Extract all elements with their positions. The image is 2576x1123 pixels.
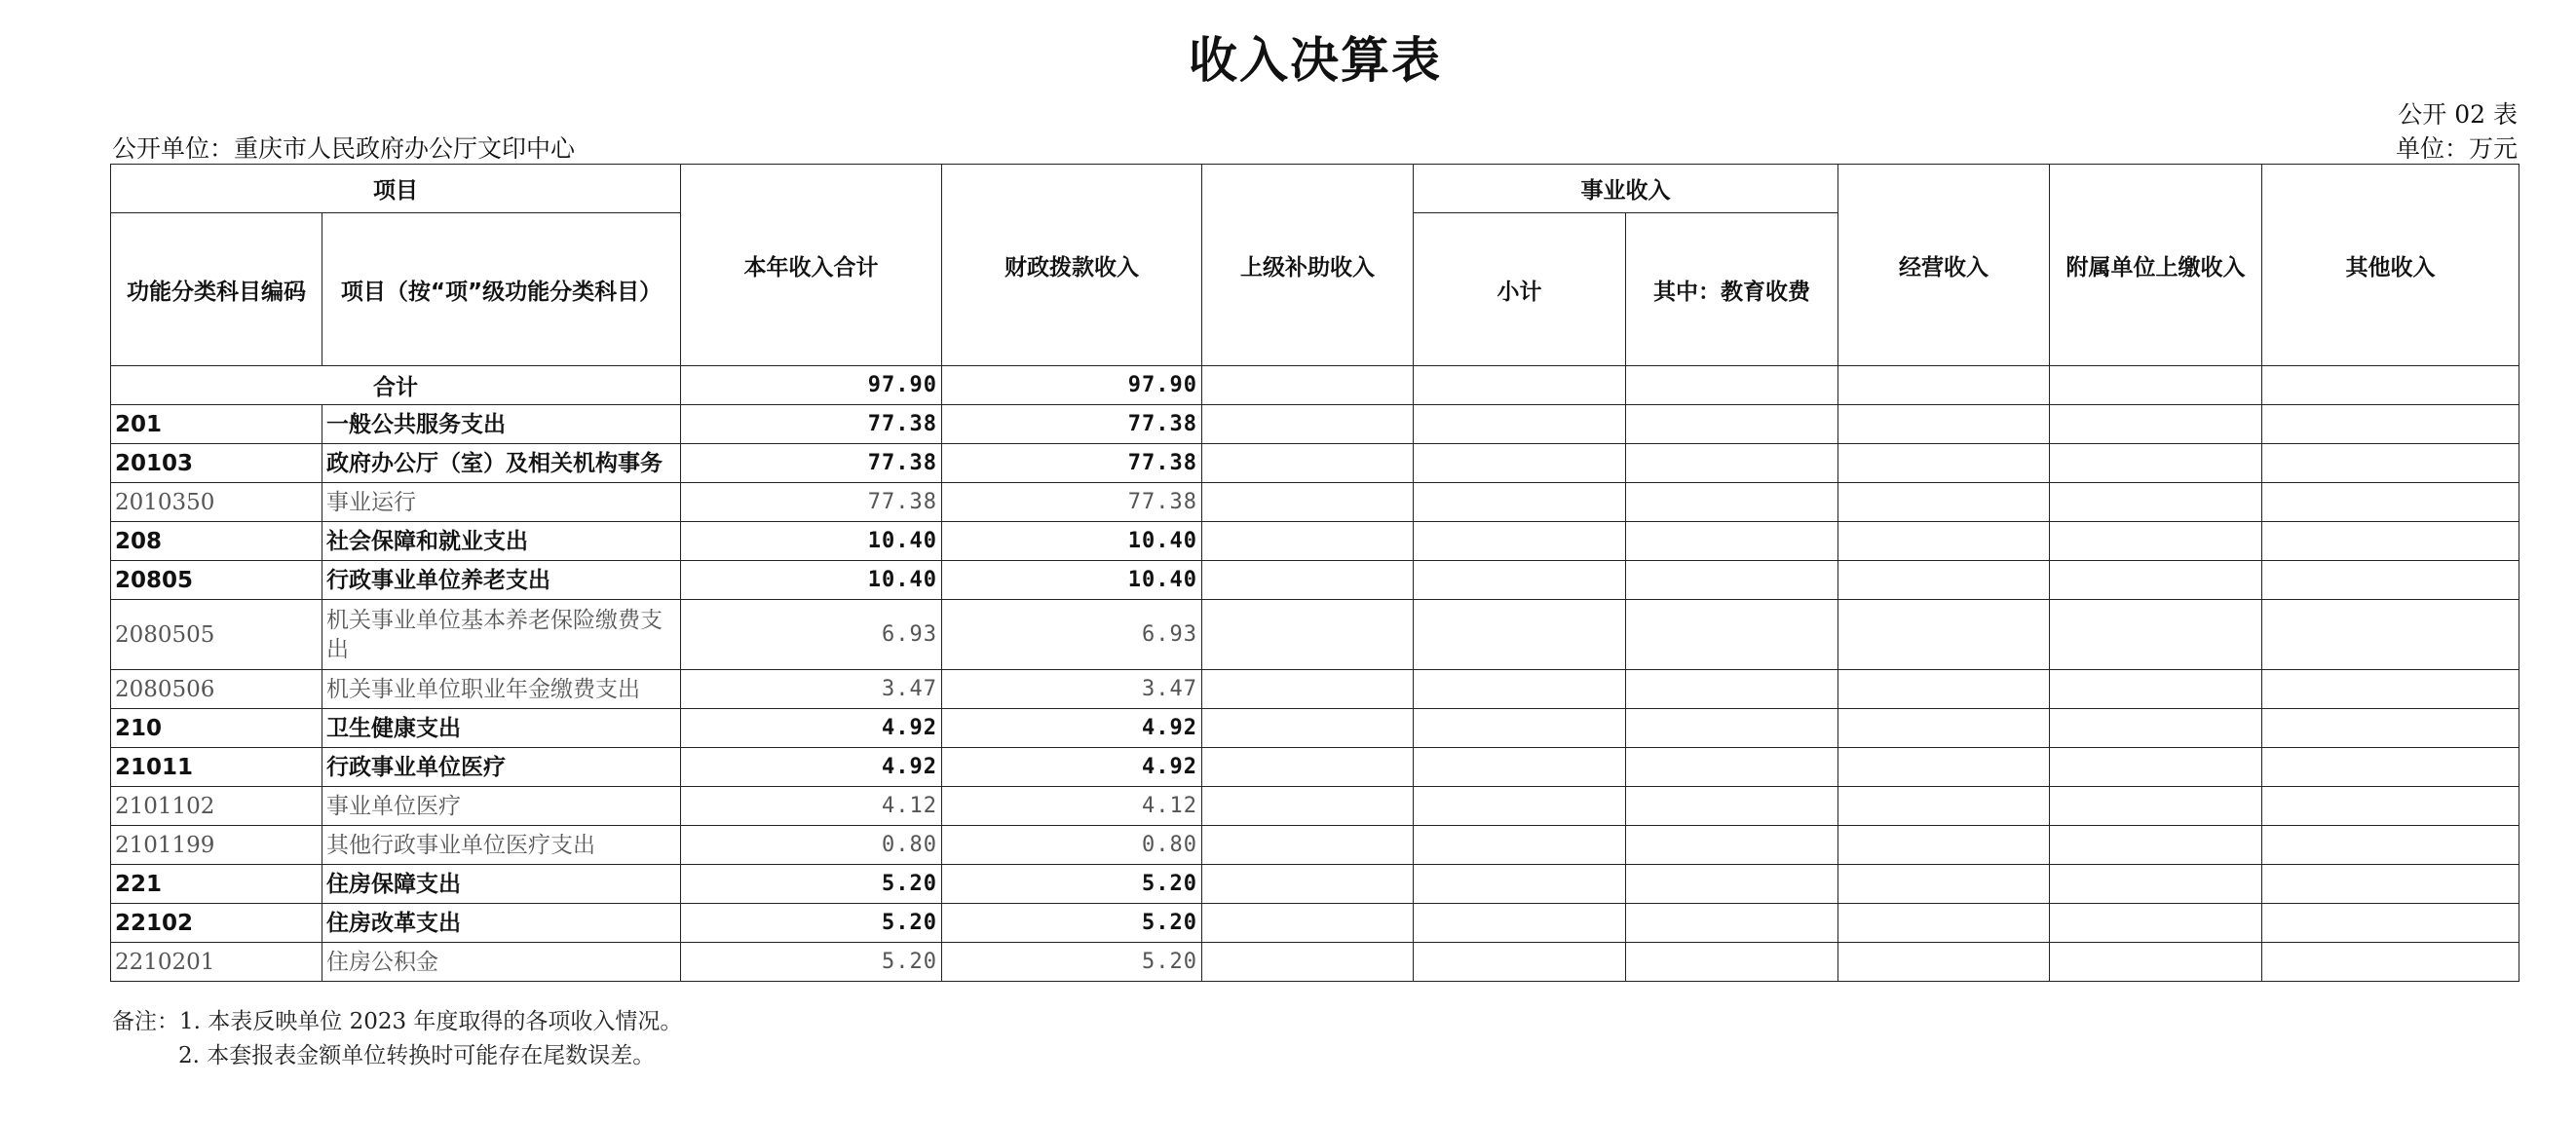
table-row bbox=[111, 826, 2519, 865]
empty-cell bbox=[1838, 600, 2050, 670]
empty-cell bbox=[1202, 904, 1414, 943]
code-cell: 20103 bbox=[111, 444, 322, 483]
empty-cell bbox=[1838, 483, 2050, 522]
empty-cell bbox=[1414, 826, 1626, 865]
empty-cell bbox=[1626, 561, 1838, 600]
code-cell: 210 bbox=[111, 709, 322, 748]
total-cell: 6.93 bbox=[681, 600, 942, 670]
table-row bbox=[111, 943, 2519, 982]
total-cell: 10.40 bbox=[681, 561, 942, 600]
code-cell: 2210201 bbox=[111, 943, 322, 982]
empty-cell bbox=[1626, 904, 1838, 943]
empty-cell bbox=[1202, 522, 1414, 561]
name-cell: 一般公共服务支出 bbox=[322, 405, 681, 444]
total-cell: 5.20 bbox=[681, 904, 942, 943]
empty-cell bbox=[2262, 444, 2519, 483]
header-business-income: 事业收入 bbox=[1414, 165, 1838, 213]
code-cell: 2010350 bbox=[111, 483, 322, 522]
empty-cell bbox=[1838, 670, 2050, 709]
code-cell: 20805 bbox=[111, 561, 322, 600]
header-affiliated-income: 附属单位上缴收入 bbox=[2050, 165, 2262, 366]
empty-cell bbox=[1414, 904, 1626, 943]
table-row bbox=[111, 444, 2519, 483]
empty-cell bbox=[2262, 600, 2519, 670]
empty-cell bbox=[1414, 561, 1626, 600]
total-cell: 10.40 bbox=[681, 522, 942, 561]
code-cell: 2080505 bbox=[111, 600, 322, 670]
empty-cell bbox=[1626, 787, 1838, 826]
empty-cell bbox=[1202, 826, 1414, 865]
empty-cell bbox=[1838, 366, 2050, 405]
empty-cell bbox=[2050, 522, 2262, 561]
empty-cell bbox=[2050, 709, 2262, 748]
fiscal-cell: 3.47 bbox=[942, 670, 1202, 709]
empty-cell bbox=[2050, 787, 2262, 826]
empty-cell bbox=[1414, 405, 1626, 444]
empty-cell bbox=[2262, 787, 2519, 826]
empty-cell bbox=[1202, 600, 1414, 670]
fiscal-cell: 77.38 bbox=[942, 483, 1202, 522]
empty-cell bbox=[1202, 366, 1414, 405]
header-name: 项目（按“项”级功能分类科目） bbox=[322, 213, 681, 366]
empty-cell bbox=[2050, 405, 2262, 444]
empty-cell bbox=[1838, 787, 2050, 826]
empty-cell bbox=[1838, 943, 2050, 982]
summary-total: 97.90 bbox=[681, 366, 942, 405]
empty-cell bbox=[1414, 366, 1626, 405]
empty-cell bbox=[2262, 943, 2519, 982]
empty-cell bbox=[1414, 709, 1626, 748]
fiscal-cell: 5.20 bbox=[942, 865, 1202, 904]
empty-cell bbox=[2262, 670, 2519, 709]
name-cell: 事业单位医疗 bbox=[322, 787, 681, 826]
empty-cell bbox=[1838, 444, 2050, 483]
code-cell: 208 bbox=[111, 522, 322, 561]
empty-cell bbox=[2050, 943, 2262, 982]
name-cell: 社会保障和就业支出 bbox=[322, 522, 681, 561]
name-cell: 其他行政事业单位医疗支出 bbox=[322, 826, 681, 865]
name-cell: 机关事业单位职业年金缴费支出 bbox=[322, 670, 681, 709]
empty-cell bbox=[2262, 865, 2519, 904]
empty-cell bbox=[2262, 483, 2519, 522]
fiscal-cell: 4.12 bbox=[942, 787, 1202, 826]
empty-cell bbox=[1202, 670, 1414, 709]
code-cell: 221 bbox=[111, 865, 322, 904]
empty-cell bbox=[2050, 600, 2262, 670]
empty-cell bbox=[1838, 561, 2050, 600]
name-cell: 卫生健康支出 bbox=[322, 709, 681, 748]
fiscal-cell: 77.38 bbox=[942, 405, 1202, 444]
name-cell: 住房保障支出 bbox=[322, 865, 681, 904]
total-cell: 4.92 bbox=[681, 748, 942, 787]
empty-cell bbox=[1626, 600, 1838, 670]
empty-cell bbox=[1626, 943, 1838, 982]
total-cell: 5.20 bbox=[681, 943, 942, 982]
empty-cell bbox=[1838, 826, 2050, 865]
fiscal-cell: 10.40 bbox=[942, 561, 1202, 600]
empty-cell bbox=[2050, 561, 2262, 600]
total-cell: 0.80 bbox=[681, 826, 942, 865]
income-table bbox=[110, 164, 2519, 982]
summary-fiscal: 97.90 bbox=[942, 366, 1202, 405]
empty-cell bbox=[1838, 748, 2050, 787]
empty-cell bbox=[1202, 748, 1414, 787]
empty-cell bbox=[1202, 405, 1414, 444]
empty-cell bbox=[2262, 366, 2519, 405]
empty-cell bbox=[1414, 483, 1626, 522]
total-cell: 77.38 bbox=[681, 405, 942, 444]
empty-cell bbox=[2262, 748, 2519, 787]
table-row bbox=[111, 709, 2519, 748]
total-cell: 4.92 bbox=[681, 709, 942, 748]
empty-cell bbox=[1414, 600, 1626, 670]
empty-cell bbox=[2050, 748, 2262, 787]
empty-cell bbox=[1626, 748, 1838, 787]
summary-row bbox=[111, 366, 2519, 405]
table-row bbox=[111, 405, 2519, 444]
note-1: 备注：1. 本表反映单位 2023 年度取得的各项收入情况。 bbox=[112, 1009, 683, 1034]
header-total-income: 本年收入合计 bbox=[681, 165, 942, 366]
name-cell: 住房公积金 bbox=[322, 943, 681, 982]
empty-cell bbox=[1202, 483, 1414, 522]
code-cell: 21011 bbox=[111, 748, 322, 787]
empty-cell bbox=[1838, 405, 2050, 444]
empty-cell bbox=[1838, 904, 2050, 943]
empty-cell bbox=[2050, 483, 2262, 522]
empty-cell bbox=[1202, 444, 1414, 483]
note-2: 2. 本套报表金额单位转换时可能存在尾数误差。 bbox=[178, 1043, 656, 1068]
empty-cell bbox=[1414, 444, 1626, 483]
empty-cell bbox=[1626, 709, 1838, 748]
table-row bbox=[111, 561, 2519, 600]
empty-cell bbox=[1414, 943, 1626, 982]
name-cell: 政府办公厅（室）及相关机构事务 bbox=[322, 444, 681, 483]
code-cell: 2101199 bbox=[111, 826, 322, 865]
total-cell: 77.38 bbox=[681, 483, 942, 522]
code-cell: 2101102 bbox=[111, 787, 322, 826]
unit-label: 单位：万元 bbox=[2395, 134, 2518, 163]
empty-cell bbox=[1414, 748, 1626, 787]
header-business-subtotal: 小计 bbox=[1414, 213, 1626, 366]
total-cell: 4.12 bbox=[681, 787, 942, 826]
header-code: 功能分类科目编码 bbox=[111, 213, 322, 366]
code-cell: 22102 bbox=[111, 904, 322, 943]
summary-label: 合计 bbox=[111, 366, 681, 405]
empty-cell bbox=[1202, 709, 1414, 748]
empty-cell bbox=[2262, 826, 2519, 865]
empty-cell bbox=[1414, 865, 1626, 904]
fiscal-cell: 0.80 bbox=[942, 826, 1202, 865]
empty-cell bbox=[1202, 561, 1414, 600]
table-row bbox=[111, 600, 2519, 670]
header-fiscal-income: 财政拨款收入 bbox=[942, 165, 1202, 366]
empty-cell bbox=[1202, 943, 1414, 982]
table-row bbox=[111, 522, 2519, 561]
empty-cell bbox=[2050, 670, 2262, 709]
header-operating-income: 经营收入 bbox=[1838, 165, 2050, 366]
empty-cell bbox=[2262, 709, 2519, 748]
fiscal-cell: 5.20 bbox=[942, 904, 1202, 943]
empty-cell bbox=[1626, 444, 1838, 483]
empty-cell bbox=[1414, 670, 1626, 709]
fiscal-cell: 10.40 bbox=[942, 522, 1202, 561]
fiscal-cell: 77.38 bbox=[942, 444, 1202, 483]
empty-cell bbox=[2050, 904, 2262, 943]
table-row bbox=[111, 483, 2519, 522]
empty-cell bbox=[1838, 709, 2050, 748]
empty-cell bbox=[2050, 366, 2262, 405]
empty-cell bbox=[1626, 865, 1838, 904]
total-cell: 5.20 bbox=[681, 865, 942, 904]
fiscal-cell: 6.93 bbox=[942, 600, 1202, 670]
table-row bbox=[111, 904, 2519, 943]
empty-cell bbox=[2262, 904, 2519, 943]
empty-cell bbox=[2262, 405, 2519, 444]
name-cell: 机关事业单位基本养老保险缴费支出 bbox=[322, 600, 681, 670]
empty-cell bbox=[1202, 787, 1414, 826]
header-superior-subsidy: 上级补助收入 bbox=[1202, 165, 1414, 366]
table-number: 公开 02 表 bbox=[2398, 100, 2518, 129]
empty-cell bbox=[1626, 826, 1838, 865]
empty-cell bbox=[1838, 865, 2050, 904]
total-cell: 77.38 bbox=[681, 444, 942, 483]
table-row bbox=[111, 670, 2519, 709]
table-row bbox=[111, 865, 2519, 904]
table-row bbox=[111, 787, 2519, 826]
code-cell: 201 bbox=[111, 405, 322, 444]
name-cell: 行政事业单位医疗 bbox=[322, 748, 681, 787]
empty-cell bbox=[1838, 522, 2050, 561]
empty-cell bbox=[2262, 561, 2519, 600]
fiscal-cell: 5.20 bbox=[942, 943, 1202, 982]
empty-cell bbox=[2050, 826, 2262, 865]
notes bbox=[112, 1005, 682, 1073]
header-project: 项目 bbox=[111, 165, 681, 213]
fiscal-cell: 4.92 bbox=[942, 748, 1202, 787]
total-cell: 3.47 bbox=[681, 670, 942, 709]
empty-cell bbox=[2050, 865, 2262, 904]
name-cell: 事业运行 bbox=[322, 483, 681, 522]
empty-cell bbox=[1626, 366, 1838, 405]
empty-cell bbox=[2050, 444, 2262, 483]
organization-label: 公开单位：重庆市人民政府办公厅文印中心 bbox=[112, 134, 576, 163]
name-cell: 住房改革支出 bbox=[322, 904, 681, 943]
empty-cell bbox=[1202, 865, 1414, 904]
empty-cell bbox=[1414, 522, 1626, 561]
page-title: 收入决算表 bbox=[1189, 32, 1442, 89]
name-cell: 行政事业单位养老支出 bbox=[322, 561, 681, 600]
fiscal-cell: 4.92 bbox=[942, 709, 1202, 748]
empty-cell bbox=[1626, 522, 1838, 561]
header-education-fees: 其中：教育收费 bbox=[1626, 213, 1838, 366]
empty-cell bbox=[1414, 787, 1626, 826]
empty-cell bbox=[2262, 522, 2519, 561]
empty-cell bbox=[1626, 483, 1838, 522]
empty-cell bbox=[1626, 670, 1838, 709]
table-row bbox=[111, 748, 2519, 787]
header-other-income: 其他收入 bbox=[2262, 165, 2519, 366]
code-cell: 2080506 bbox=[111, 670, 322, 709]
empty-cell bbox=[1626, 405, 1838, 444]
